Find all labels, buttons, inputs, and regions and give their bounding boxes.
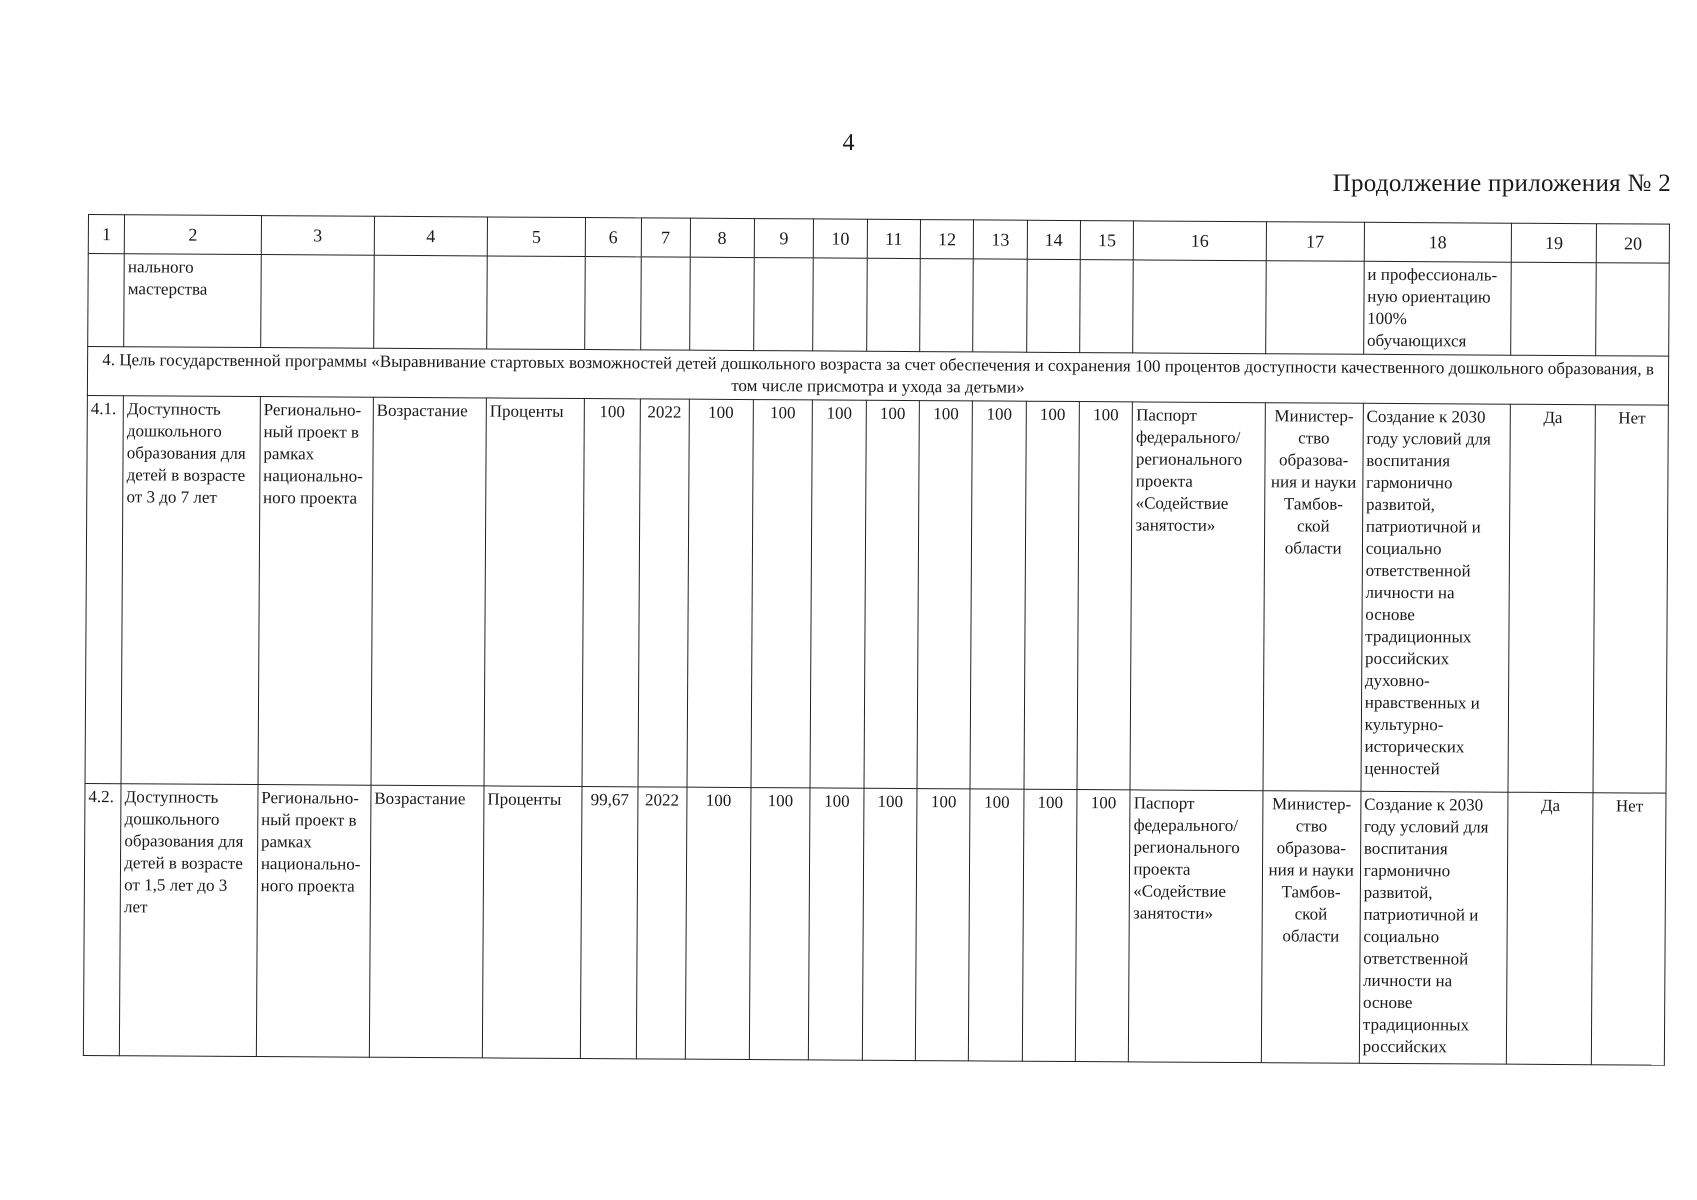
- year-value: 100: [1077, 402, 1133, 790]
- page-number: 4: [842, 130, 855, 156]
- responsible-cell: Министер-ство образова-ния и науки Тамбов-ской области: [1263, 403, 1364, 792]
- year-value: 100: [969, 789, 1024, 1061]
- indicator-name: Доступность дошкольного образования для детей в возрасте от 1,5 лет до 3 лет: [120, 784, 258, 1057]
- table-cell: [487, 256, 586, 350]
- year-value: 100: [687, 399, 753, 787]
- year-value: 100: [917, 401, 973, 789]
- indicator-type: Регионально-ный проект в рамках национально-ного проекта: [256, 785, 371, 1058]
- header-cell: 18: [1364, 222, 1511, 262]
- connection-cell: Создание к 2030 году условий для воспитания гармонично развитой, патриотичной и социально ответственной личности на основе традиционных российских: [1359, 791, 1508, 1064]
- continuation-connection-cell: и профессиональ-ную ориентацию 100% обучающихся: [1363, 261, 1511, 355]
- col19-cell: Да: [1506, 792, 1593, 1065]
- header-cell: 14: [1027, 220, 1081, 259]
- table-cell: [813, 258, 867, 351]
- table-cell: [1596, 263, 1669, 356]
- table-cell: [1511, 262, 1597, 356]
- indicator-table-sheet: [83, 214, 1670, 1066]
- year-value: 100: [810, 400, 866, 788]
- header-cell: 2: [125, 215, 262, 255]
- table-cell: [640, 257, 690, 350]
- col20-cell: Нет: [1593, 405, 1668, 793]
- table-cell: [1133, 260, 1266, 354]
- base-year: 2022: [638, 399, 689, 787]
- row-number: 4.1.: [85, 395, 124, 783]
- table-cell: [753, 258, 813, 351]
- header-cell: 16: [1134, 221, 1267, 261]
- header-cell: 3: [261, 216, 374, 256]
- table-cell: [1080, 260, 1134, 353]
- header-cell: 15: [1080, 221, 1134, 260]
- year-value: 100: [862, 788, 917, 1060]
- year-value: 100: [1022, 789, 1077, 1061]
- year-value: 100: [751, 400, 813, 788]
- continuation-name-cell: нального мастерства: [124, 254, 261, 348]
- year-value: 100: [809, 788, 864, 1060]
- indicator-unit: Проценты: [484, 398, 585, 787]
- table-cell: [689, 257, 754, 350]
- appendix-title: Продолжение приложения № 2: [1332, 170, 1671, 197]
- year-value: 100: [749, 788, 810, 1060]
- row-number: 4.2.: [83, 783, 121, 1055]
- indicator-table: [83, 214, 1670, 1066]
- year-value: 100: [915, 789, 970, 1061]
- indicator-trend: Возрастание: [371, 397, 486, 786]
- base-value: 100: [582, 399, 640, 787]
- header-cell: 10: [814, 219, 868, 258]
- table-cell: [973, 259, 1027, 352]
- table-cell: [866, 258, 920, 351]
- base-value: 99,67: [580, 787, 637, 1059]
- header-cell: 7: [641, 218, 690, 257]
- connection-cell: Создание к 2030 году условий для воспитания гармонично развитой, патриотичной и социально ответственной личности на основе традиционных российских духовно-нравственных и культурно-исторических ценностей: [1361, 403, 1511, 792]
- table-cell: [260, 255, 374, 349]
- col20-cell: Нет: [1592, 793, 1666, 1065]
- header-cell: 20: [1597, 224, 1670, 263]
- header-cell: 9: [754, 219, 814, 258]
- header-cell: 8: [690, 218, 754, 257]
- table-cell: [585, 257, 641, 350]
- document-cell: Паспорт федерального/ регионального проекта «Содействие занятости»: [1129, 790, 1263, 1063]
- document-cell: Паспорт федерального/ регионального проекта «Содействие занятости»: [1130, 402, 1265, 791]
- table-cell: [88, 254, 125, 347]
- goal-text: 4. Цель государственной программы «Выравнивание стартовых возможностей детей дошкольного возраста за счет обеспечения и сохранения 100 процентов доступности качественного дошкольного образования, в том числе присмотра и ухода за детьми»: [87, 347, 1668, 406]
- continuation-row: [88, 254, 1670, 357]
- header-cell: 11: [867, 219, 921, 258]
- year-value: 100: [864, 400, 920, 788]
- header-cell: 4: [374, 216, 487, 256]
- indicator-type: Регионально-ный проект в рамках национально-ного проекта: [258, 397, 373, 786]
- header-cell: 12: [920, 220, 974, 259]
- year-value: 100: [970, 401, 1026, 789]
- header-cell: 6: [585, 218, 641, 257]
- header-cell: 17: [1266, 222, 1364, 262]
- table-cell: [374, 255, 488, 349]
- header-cell: 1: [88, 215, 125, 254]
- table-cell: [1026, 259, 1080, 352]
- table-row: [83, 783, 1666, 1065]
- indicator-unit: Проценты: [482, 786, 582, 1059]
- header-cell: 13: [974, 220, 1028, 259]
- indicator-name: Доступность дошкольного образования для детей в возрасте от 3 до 7 лет: [121, 396, 260, 785]
- year-value: 100: [1075, 790, 1130, 1062]
- table-cell: [1265, 261, 1364, 355]
- header-cell: 5: [487, 217, 585, 257]
- year-value: 100: [1024, 401, 1080, 789]
- header-cell: 19: [1511, 223, 1597, 263]
- indicator-trend: Возрастание: [369, 785, 484, 1058]
- year-value: 100: [685, 787, 751, 1059]
- col19-cell: Да: [1508, 404, 1596, 793]
- table-cell: [920, 259, 974, 352]
- responsible-cell: Министер-ство образова-ния и науки Тамбов-ской области: [1261, 791, 1361, 1064]
- table-row: [85, 395, 1668, 793]
- base-year: 2022: [636, 787, 687, 1059]
